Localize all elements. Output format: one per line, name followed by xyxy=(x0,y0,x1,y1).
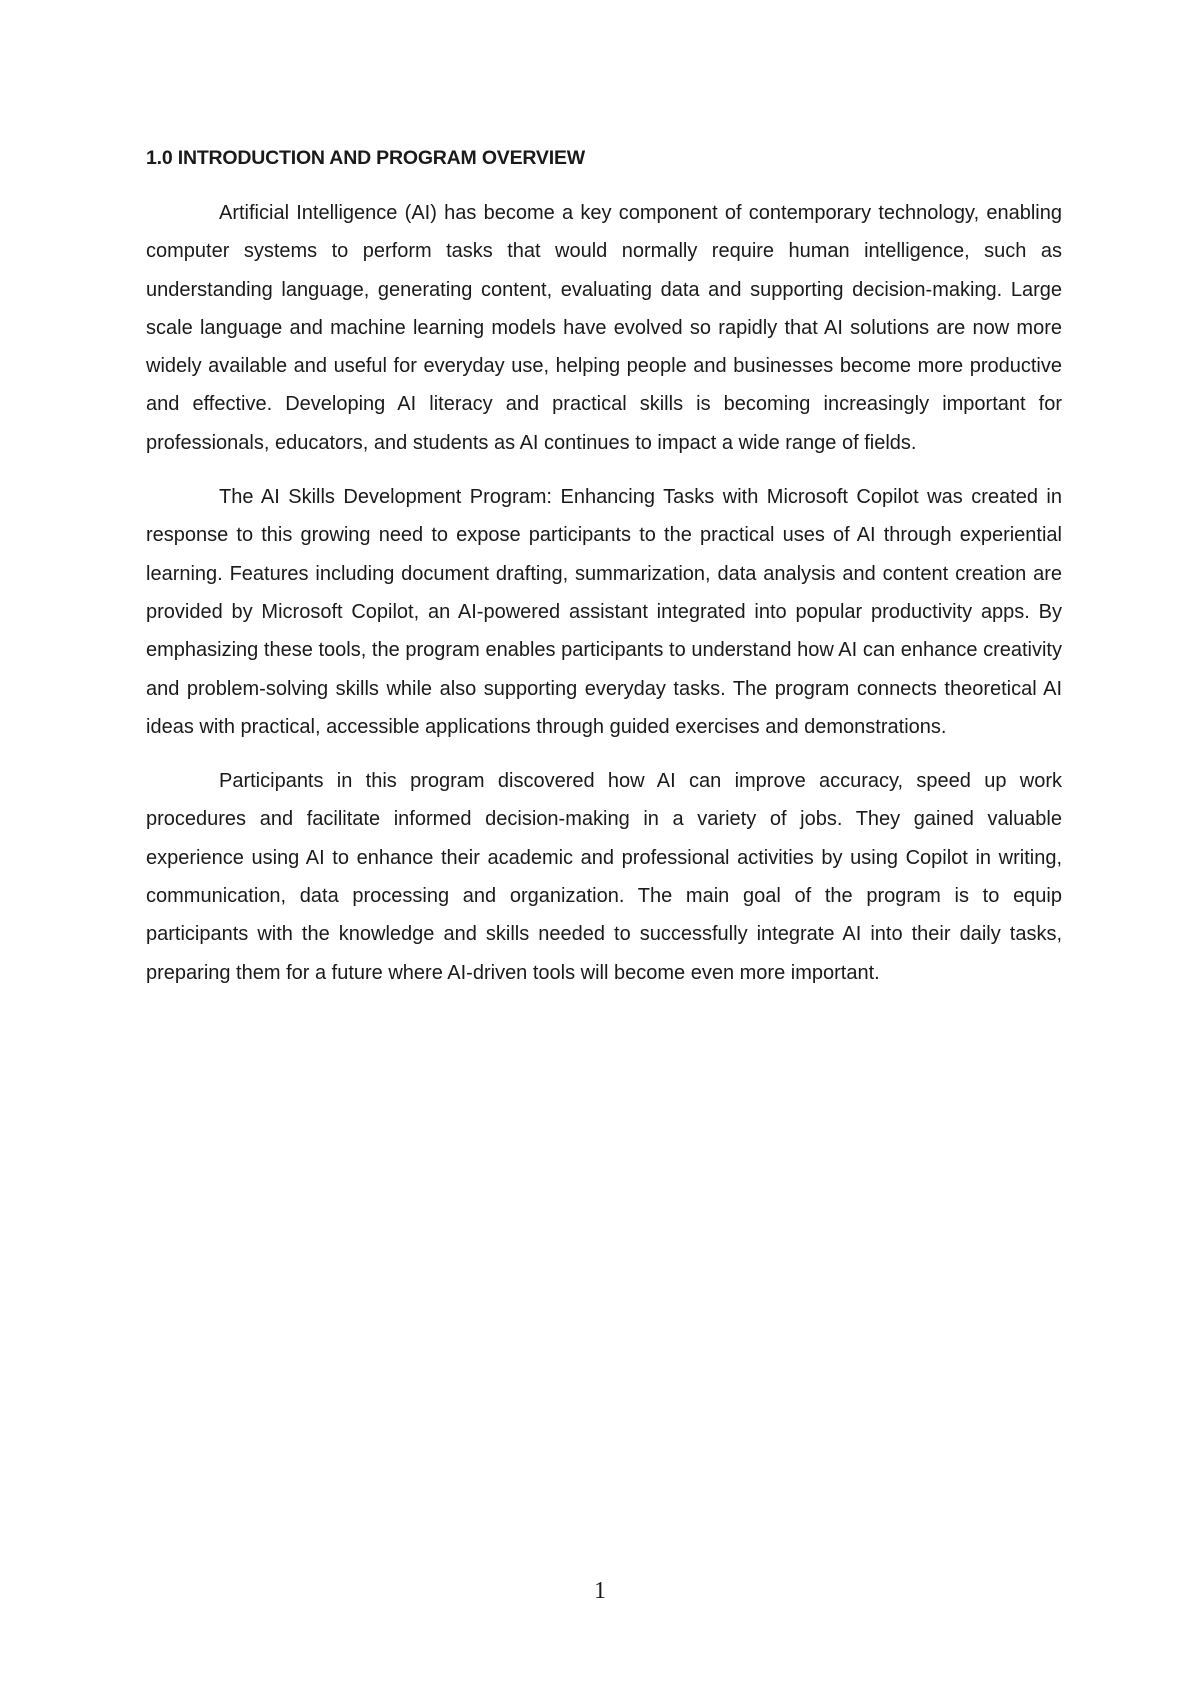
paragraph-program-description: The AI Skills Development Program: Enhancing Tasks with Microsoft Copilot was created in response to this growing need to expose participants to the practical uses of AI through experiential learning. Features including document drafting, summarization, data analysis and content creation are provided by Microsoft Copilot, an AI-powered assistant integrated into popular productivity apps. By emphasizing these tools, the program enables participants to understand how AI can enhance creativity and problem-solving skills while also supporting everyday tasks. The program connects theoretical AI ideas with practical, accessible applications through guided exercises and demonstrations. xyxy=(146,486,1062,738)
document-body xyxy=(146,144,1062,1008)
section-heading: 1.0 INTRODUCTION AND PROGRAM OVERVIEW xyxy=(146,147,585,169)
paragraph-program-outcomes: Participants in this program discovered how AI can improve accuracy, speed up work procedures and facilitate informed decision-making in a variety of jobs. They gained valuable experience using AI to enhance their academic and professional activities by using Copilot in writing, communication, data processing and organization. The main goal of the program is to equip participants with the knowledge and skills needed to successfully integrate AI into their daily tasks, preparing them for a future where AI-driven tools will become even more important. xyxy=(146,770,1062,984)
paragraph-ai-overview: Artificial Intelligence (AI) has become a key component of contemporary technology, enabling computer systems to perform tasks that would normally require human intelligence, such as understanding language, generating content, evaluating data and supporting decision-making. Large scale language and machine learning models have evolved so rapidly that AI solutions are now more widely available and useful for everyday use, helping people and businesses become more productive and effective. Developing AI literacy and practical skills is becoming increasingly important for professionals, educators, and students as AI continues to impact a wide range of fields. xyxy=(146,202,1062,454)
page-number: 1 xyxy=(594,1578,606,1604)
